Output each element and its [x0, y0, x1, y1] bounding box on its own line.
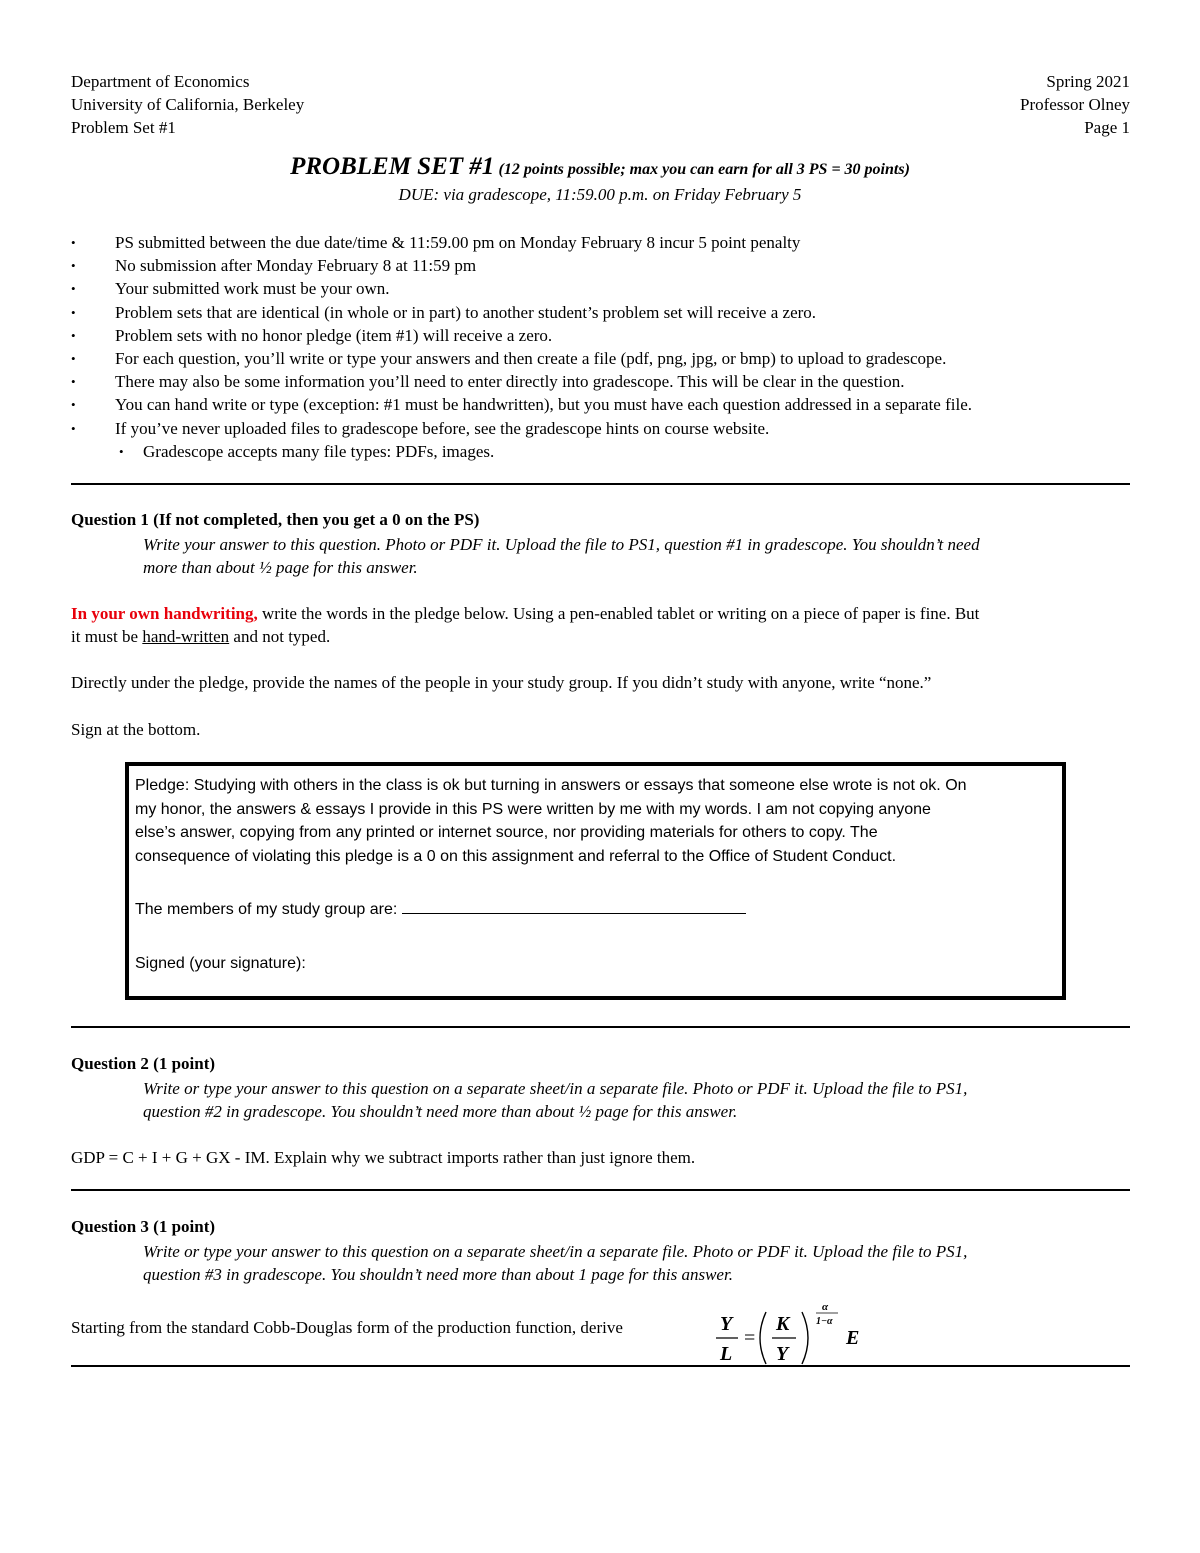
pledge-line: consequence of violating this pledge is a 0 on this assignment and referral to the Office of Student Conduct.: [135, 847, 897, 865]
cobb-douglas-formula: [712, 1300, 882, 1368]
question-2-text: GDP = C + I + G + GX - IM. Explain why we subtract imports rather than just ignore them.: [71, 1148, 696, 1167]
list-item: • Problem sets that are identical (in whole or in part) to another student’s problem set will receive a zero.: [71, 301, 1131, 324]
page-title: [0, 153, 1200, 181]
question-3-instructions: [143, 1240, 1128, 1286]
document-header: [71, 70, 1130, 139]
list-item: • There may also be some information you’ll need to enter directly into gradescope. This will be clear in the question.: [71, 370, 1131, 393]
list-item: • No submission after Monday February 8 at 11:59 pm: [71, 254, 1131, 277]
question-1-paragraph-3: Sign at the bottom.: [71, 720, 201, 739]
left-paren: [760, 1312, 766, 1364]
right-paren: [802, 1312, 808, 1364]
list-item: • Problem sets with no honor pledge (item #1) will receive a zero.: [71, 324, 1131, 347]
divider: [71, 483, 1130, 485]
question-1-paragraph-2: Directly under the pledge, provide the names of the people in your study group. If you didn’t study with anyone, write “none.”: [71, 673, 932, 692]
list-item: • If you’ve never uploaded files to gradescope before, see the gradescope hints on course website.: [71, 417, 1131, 440]
paragraph-text: it must be: [71, 627, 143, 646]
pledge-line: Pledge: Studying with others in the class is ok but turning in answers or essays that someone else wrote is not ok. On: [135, 777, 967, 794]
exponent-numerator: α: [822, 1301, 829, 1313]
divider: [71, 1189, 1130, 1191]
study-group-label: The members of my study group are:: [135, 901, 402, 918]
formula-l: L: [720, 1343, 733, 1365]
title-main: PROBLEM SET #1: [290, 153, 495, 180]
sub-list-item: • Gradescope accepts many file types: PDFs, images.: [71, 440, 1131, 463]
study-group-blank: [402, 898, 746, 914]
divider: [71, 1365, 1130, 1367]
question-1-heading: Question 1 (If not completed, then you get a 0 on the PS): [71, 510, 480, 529]
list-item: • PS submitted between the due date/time & 11:59.00 pm on Monday February 8 incur 5 point penalty: [71, 231, 1131, 254]
exponent-denominator: 1−α: [816, 1316, 833, 1327]
term: Spring 2021: [1046, 72, 1130, 91]
list-item: • You can hand write or type (exception: #1 must be handwritten), but you must have each question addressed in a separate file.: [71, 393, 1131, 416]
formula-k: K: [776, 1313, 790, 1335]
question-2-heading: Question 2 (1 point): [71, 1054, 216, 1073]
formula-equals: =: [744, 1327, 756, 1349]
page-number: Page 1: [1084, 118, 1130, 137]
instruction-line: question #2 in gradescope. You shouldn’t need more than about ½ page for this answer.: [143, 1102, 738, 1121]
instruction-line: Write or type your answer to this question on a separate sheet/in a separate file. Photo or PDF it. Upload the file to PS1,: [143, 1242, 968, 1261]
problem-set-label: Problem Set #1: [71, 118, 176, 137]
question-1-paragraph-1: [71, 602, 1130, 648]
formula-y: Y: [720, 1313, 733, 1335]
list-item: • Your submitted work must be your own.: [71, 277, 1131, 300]
department: Department of Economics: [71, 72, 250, 91]
paragraph-text: and not typed.: [229, 627, 331, 646]
pledge-line: my honor, the answers & essays I provide in this PS were written by me with my words. I am not copying anyone: [135, 800, 931, 818]
underlined-text: hand-written: [142, 627, 230, 646]
question-2-instructions: [143, 1077, 1128, 1123]
paragraph-text: write the words in the pledge below. Using a pen-enabled tablet or writing on a piece of paper is fine. But: [257, 604, 980, 623]
pledge-box: [125, 762, 1066, 1000]
handwriting-emphasis: In your own handwriting,: [71, 604, 258, 623]
rules-list: [71, 231, 1131, 463]
instruction-line: Write or type your answer to this question on a separate sheet/in a separate file. Photo or PDF it. Upload the file to PS1,: [143, 1079, 968, 1098]
instruction-line: Write your answer to this question. Photo or PDF it. Upload the file to PS1, question #1 in gradescope. You shouldn’t need: [143, 535, 980, 554]
study-group-line: [135, 898, 1052, 922]
instruction-line: more than about ½ page for this answer.: [143, 558, 418, 577]
question-3-text: Starting from the standard Cobb-Douglas form of the production function, derive: [71, 1318, 623, 1337]
list-item: • For each question, you’ll write or type your answers and then create a file (pdf, png, jpg, or bmp) to upload to gradescope.: [71, 347, 1131, 370]
instruction-line: question #3 in gradescope. You shouldn’t need more than about 1 page for this answer.: [143, 1265, 733, 1284]
university: University of California, Berkeley: [71, 95, 305, 114]
pledge-line: else’s answer, copying from any printed or internet source, nor providing materials for others to copy. The: [135, 824, 878, 841]
signature-label: Signed (your signature):: [135, 954, 306, 972]
formula-e: E: [846, 1327, 860, 1349]
question-1-instructions: [143, 533, 1128, 579]
question-3-heading: Question 3 (1 point): [71, 1217, 216, 1236]
formula-y-denominator: Y: [776, 1343, 789, 1365]
divider: [71, 1026, 1130, 1028]
due-date: DUE: via gradescope, 11:59.00 p.m. on Friday February 5: [398, 185, 802, 204]
title-points: (12 points possible; max you can earn for all 3 PS = 30 points): [498, 161, 910, 178]
professor: Professor Olney: [1019, 95, 1130, 114]
